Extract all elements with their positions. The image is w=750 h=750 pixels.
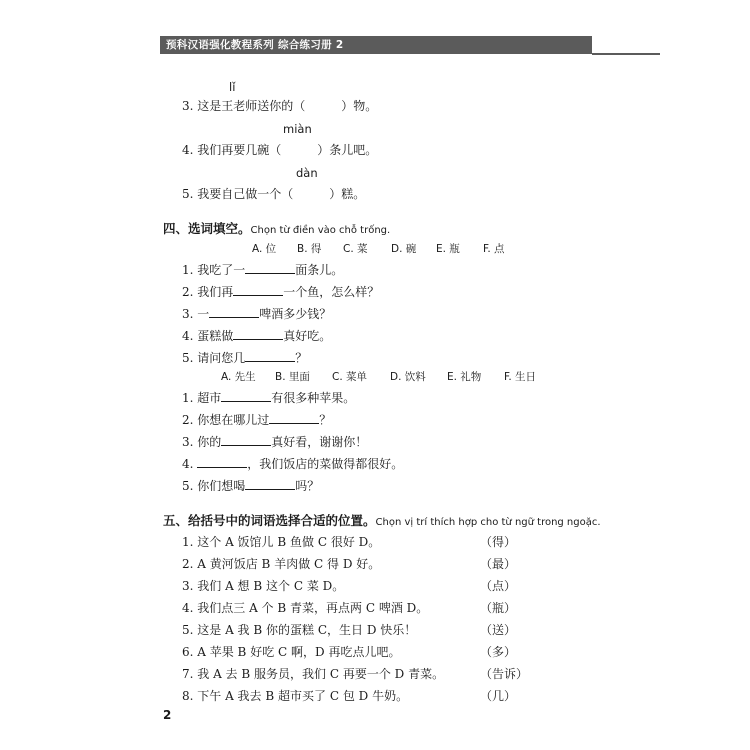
header-title: 预科汉语强化教程系列 综合练习册 2 <box>166 39 344 51</box>
position-item-5: 5. 这是 A 我 B 你的蛋糕 C，生日 D 快乐！ <box>182 623 417 637</box>
pinyin-mian: miàn <box>283 122 312 136</box>
option2-a: A. 先生 <box>221 371 256 383</box>
position-answer-7: （告诉） <box>480 667 529 681</box>
header-rule <box>592 53 660 55</box>
position-item-3: 3. 我们 A 想 B 这个 C 菜 D。 <box>182 579 345 593</box>
fill2-item-4: 4. ，我们饭店的菜做得都很好。 <box>182 457 404 471</box>
option-c: C. 菜 <box>343 243 368 255</box>
option-f: F. 点 <box>483 243 505 255</box>
option2-c: C. 菜单 <box>332 371 368 383</box>
blank-line[interactable] <box>221 434 271 446</box>
option2-f: F. 生日 <box>504 371 537 383</box>
fill-item-4: 4. 蛋糕做 真好吃。 <box>182 329 332 343</box>
position-item-4: 4. 我们点三 A 个 B 青菜，再点两 C 啤酒 D。 <box>182 601 429 615</box>
option2-b: B. 里面 <box>275 371 310 383</box>
blank-line[interactable] <box>245 478 295 490</box>
header-bar <box>160 36 592 54</box>
blank-line[interactable] <box>233 328 283 340</box>
fill-item-5: 5. 请问您几 ？ <box>182 351 308 365</box>
position-item-1: 1. 这个 A 饭馆儿 B 鱼做 C 很好 D。 <box>182 535 381 549</box>
position-answer-1: （得） <box>480 535 517 549</box>
option-d: D. 碗 <box>391 243 417 255</box>
exercise-item-5: 5. 我要自己做一个（ ）糕。 <box>182 187 366 201</box>
option-a: A. 位 <box>252 243 277 255</box>
position-item-2: 2. A 黄河饭店 B 羊肉做 C 得 D 好。 <box>182 557 381 571</box>
fill2-item-5: 5. 你们想喝 吗？ <box>182 479 320 493</box>
position-answer-3: （点） <box>480 579 517 593</box>
fill2-item-2: 2. 你想在哪儿过 ？ <box>182 413 332 427</box>
option-b: B. 得 <box>297 243 322 255</box>
page-number: 2 <box>163 708 172 722</box>
option2-e: E. 礼物 <box>447 371 482 383</box>
pinyin-li: lǐ <box>229 80 236 94</box>
fill-item-2: 2. 我们再 一个鱼，怎么样？ <box>182 285 380 299</box>
position-answer-4: （瓶） <box>480 601 517 615</box>
blank-line[interactable] <box>197 456 247 468</box>
blank-line[interactable] <box>245 262 295 274</box>
blank-line[interactable] <box>221 390 271 402</box>
position-item-7: 7. 我 A 去 B 服务员，我们 C 再要一个 D 青菜。 <box>182 667 445 681</box>
position-answer-8: （几） <box>480 689 517 703</box>
option-e: E. 瓶 <box>436 243 460 255</box>
exercise-item-3: 3. 这是王老师送你的（ ）物。 <box>182 99 378 113</box>
exercise-item-4: 4. 我们再要几碗（ ）条儿吧。 <box>182 143 378 157</box>
fill-item-3: 3. 一 啤酒多少钱？ <box>182 307 332 321</box>
position-item-6: 6. A 苹果 B 好吃 C 啊，D 再吃点儿吧。 <box>182 645 401 659</box>
option2-d: D. 饮料 <box>390 371 426 383</box>
fill-item-1: 1. 我吃了一 面条儿。 <box>182 263 344 277</box>
section-four-title: 四、选词填空。Chọn từ điền vào chỗ trống. <box>163 221 391 236</box>
position-answer-2: （最） <box>480 557 517 571</box>
section-five-title: 五、给括号中的词语选择合适的位置。Chọn vị trí thích hợp cho từ ngữ trong ngoặc. <box>163 513 601 528</box>
position-answer-6: （多） <box>480 645 517 659</box>
position-answer-5: （送） <box>480 623 517 637</box>
fill2-item-3: 3. 你的 真好看，谢谢你！ <box>182 435 368 449</box>
blank-line[interactable] <box>209 306 259 318</box>
blank-line[interactable] <box>233 284 283 296</box>
position-item-8: 8. 下午 A 我去 B 超市买了 C 包 D 牛奶。 <box>182 689 409 703</box>
pinyin-dan: dàn <box>296 166 318 180</box>
fill2-item-1: 1. 超市 有很多种苹果。 <box>182 391 356 405</box>
blank-line[interactable] <box>269 412 319 424</box>
blank-line[interactable] <box>245 350 295 362</box>
